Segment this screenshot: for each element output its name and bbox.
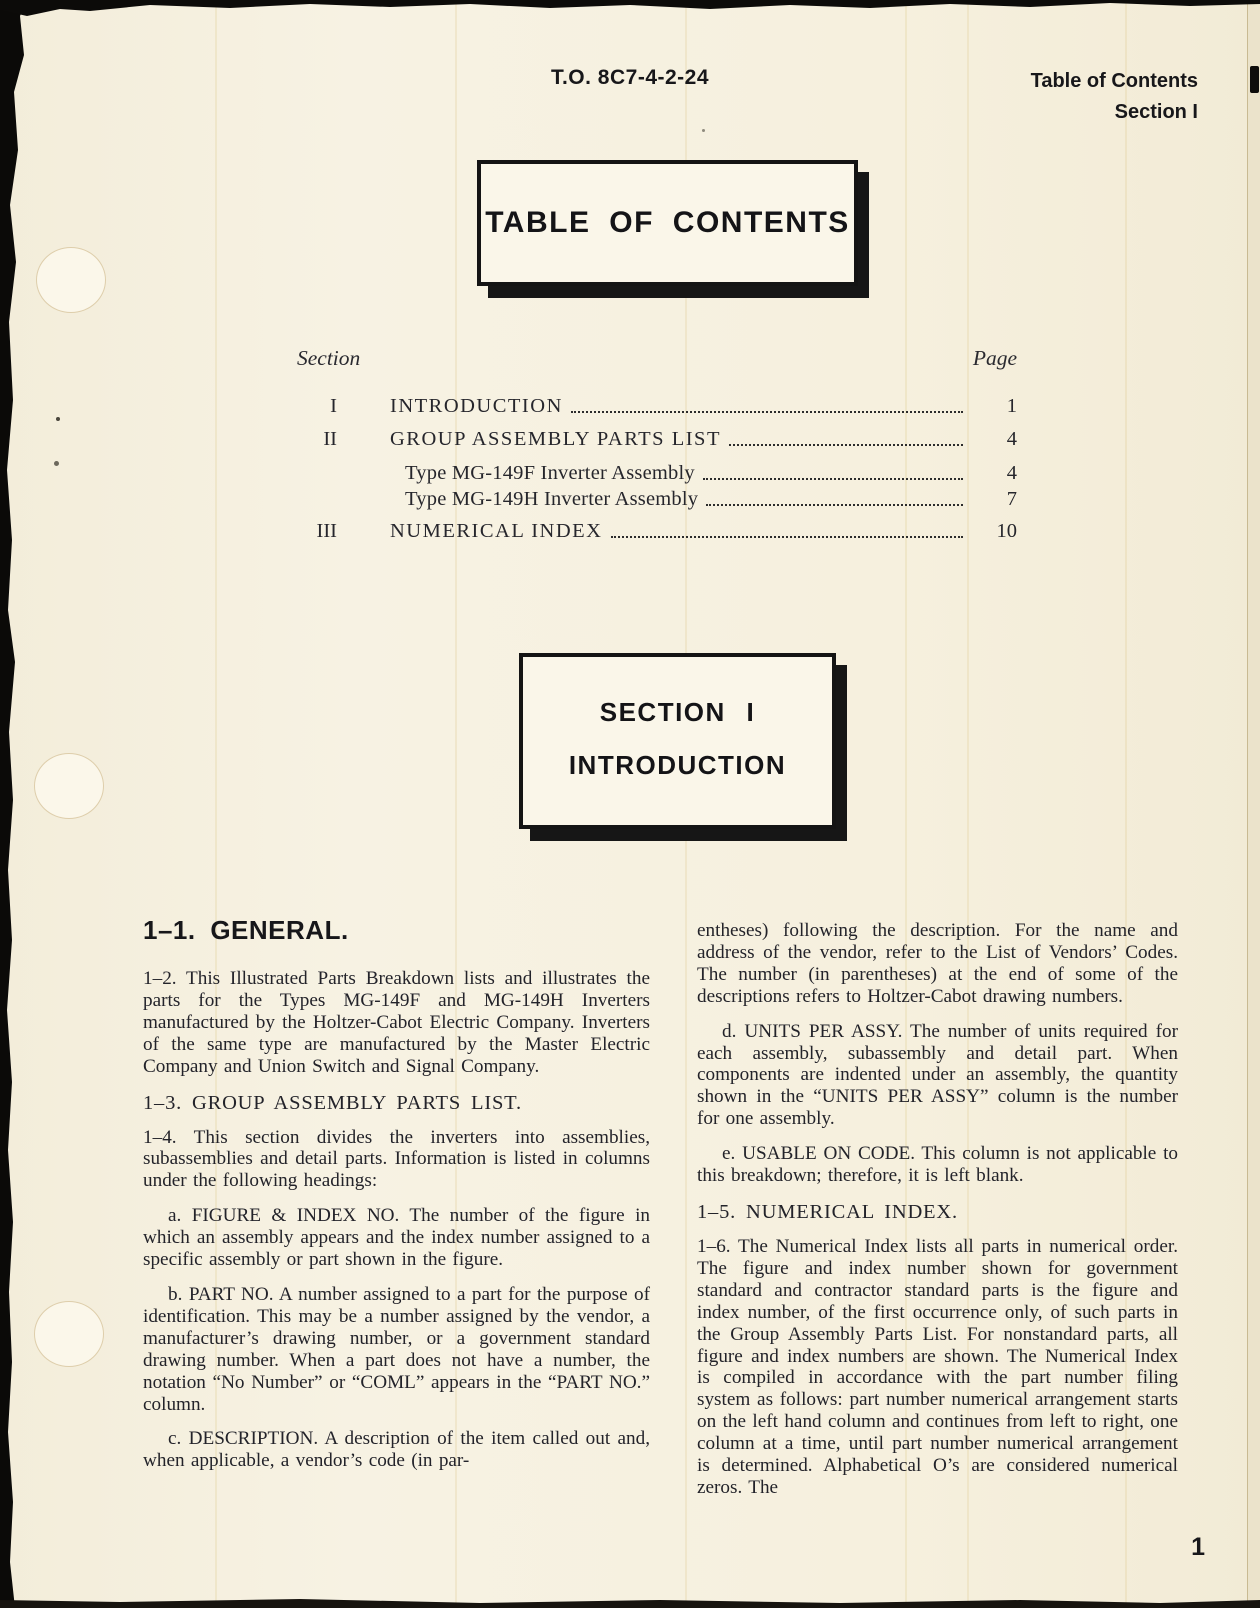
heading-general: 1–1. GENERAL. bbox=[143, 915, 349, 945]
speck bbox=[54, 461, 59, 466]
toc-numeral: III bbox=[316, 520, 337, 542]
dot-leader bbox=[706, 504, 963, 506]
dot-leader bbox=[703, 478, 963, 480]
para-c-continuation: entheses) following the description. For the name and address of the vendor, refer to the List of Vendors’ Codes. The number (in parentheses) at the end of some of the descriptions refers to Holtzer-Cabot drawing numbers. bbox=[697, 920, 1178, 1007]
speck bbox=[702, 129, 705, 132]
doc-number: T.O. 8C7-4-2-24 bbox=[550, 66, 710, 89]
toc-box-title: TABLE OF CONTENTS bbox=[485, 206, 850, 239]
toc-numeral: I bbox=[330, 395, 337, 417]
toc-col-page: Page bbox=[972, 346, 1017, 370]
toc-entry-title: GROUP ASSEMBLY PARTS LIST bbox=[390, 428, 721, 450]
para-e-usable-on-code: e. USABLE ON CODE. This column is not applicable to this breakdown; therefore, it is left blank. bbox=[697, 1143, 1178, 1187]
speck bbox=[56, 417, 60, 421]
toc-entry-mg149h bbox=[280, 487, 1017, 511]
toc-entry-title: Type MG-149H Inverter Assembly bbox=[405, 488, 699, 510]
page-number: 1 bbox=[1191, 1533, 1205, 1561]
toc-entry-title: NUMERICAL INDEX bbox=[390, 520, 603, 542]
toc-entry-page: 4 bbox=[1006, 462, 1017, 484]
scan-border-top bbox=[0, 0, 1260, 16]
para-1-6: 1–6. The Numerical Index lists all parts in numerical order. The figure and index number shown for government standard and contractor standard parts is the figure and index number, of the first occurrence only, of such parts in the Group Assembly Parts List. For nonstandard parts, all figure and index numbers are shown. The Numerical Index is compiled in accordance with the part number filing system as follows: part number numerical arrangement starts on the left hand column and continues from left to right, one column at a time, until part number numerical arrangement is determined. Alphabetical O’s are considered numerical zeros. The bbox=[697, 1235, 1178, 1498]
para-a-figure-index: a. FIGURE & INDEX NO. The number of the figure in which an assembly appears and the index number assigned to a specific assembly or part shown in the figure. bbox=[143, 1205, 650, 1271]
dot-leader bbox=[729, 444, 963, 446]
toc-entry-title: INTRODUCTION bbox=[390, 395, 563, 417]
para-c-description: c. DESCRIPTION. A description of the item called out and, when applicable, a vendor’s code (in par- bbox=[143, 1428, 650, 1472]
para-b-part-no: b. PART NO. A number assigned to a part for the purpose of identification. This may be a number assigned by the vendor, a manufacturer’s drawing number, or a government standard drawing number. When a part does not have a number, the notation “No Number” or “COML” appears in the “PART NO.” column. bbox=[143, 1283, 650, 1415]
column-left bbox=[143, 916, 650, 1485]
table-of-contents bbox=[280, 346, 1017, 543]
toc-col-section: Section bbox=[297, 346, 361, 370]
dot-leader bbox=[571, 411, 963, 413]
para-1-2: 1–2. This Illustrated Parts Breakdown lists and illustrates the parts for the Types MG-149F and MG-149H Inverters manufactured by the Holtzer-Cabot Electric Company. Inverters of the same type are manufactured by the Master Electric Company and Union Switch and Signal Company. bbox=[143, 968, 650, 1077]
toc-entry-title: Type MG-149F Inverter Assembly bbox=[405, 462, 695, 484]
punch-hole bbox=[36, 247, 106, 313]
heading-group-assembly: 1–3. GROUP ASSEMBLY PARTS LIST. bbox=[143, 1091, 522, 1114]
toc-entry-page: 7 bbox=[1006, 488, 1017, 510]
header-title: Table of Contents bbox=[1030, 70, 1198, 92]
toc-entry-introduction bbox=[280, 394, 1017, 418]
toc-entry-page: 4 bbox=[1006, 428, 1017, 450]
right-edge-mark bbox=[1250, 66, 1259, 93]
header-section-label: Section I bbox=[1114, 101, 1198, 123]
para-1-4: 1–4. This section divides the inverters into assemblies, subassemblies and detail parts. Information is listed in columns under the following headings: bbox=[143, 1126, 650, 1192]
section-title-box bbox=[519, 653, 836, 829]
scan-border-left bbox=[0, 0, 27, 1608]
para-d-units-per-assy: d. UNITS PER ASSY. The number of units required for each assembly, subassembly and detail part. When components are indented under an assembly, the quantity shown in the “UNITS PER ASSY” column is the number for one assembly. bbox=[697, 1020, 1178, 1130]
punch-hole bbox=[34, 1301, 104, 1367]
scan-border-bottom bbox=[0, 1599, 1260, 1608]
toc-entry-page: 10 bbox=[996, 520, 1017, 542]
toc-entry-numerical-index bbox=[280, 519, 1017, 543]
section-box-line1: SECTION I bbox=[599, 697, 756, 727]
toc-numeral: II bbox=[323, 428, 337, 450]
toc-entry-group-assembly bbox=[280, 427, 1017, 451]
heading-numerical-index: 1–5. NUMERICAL INDEX. bbox=[697, 1200, 958, 1223]
toc-title-box bbox=[477, 160, 858, 286]
punch-hole bbox=[34, 753, 104, 819]
section-box-line2: INTRODUCTION bbox=[568, 750, 787, 780]
dot-leader bbox=[611, 536, 964, 538]
page-right-edge bbox=[1247, 0, 1260, 1608]
toc-entry-page: 1 bbox=[1006, 395, 1017, 417]
toc-column-headers bbox=[280, 346, 1017, 371]
column-right bbox=[697, 920, 1178, 1512]
toc-entry-mg149f bbox=[280, 461, 1017, 485]
header-right-block bbox=[1031, 66, 1198, 128]
